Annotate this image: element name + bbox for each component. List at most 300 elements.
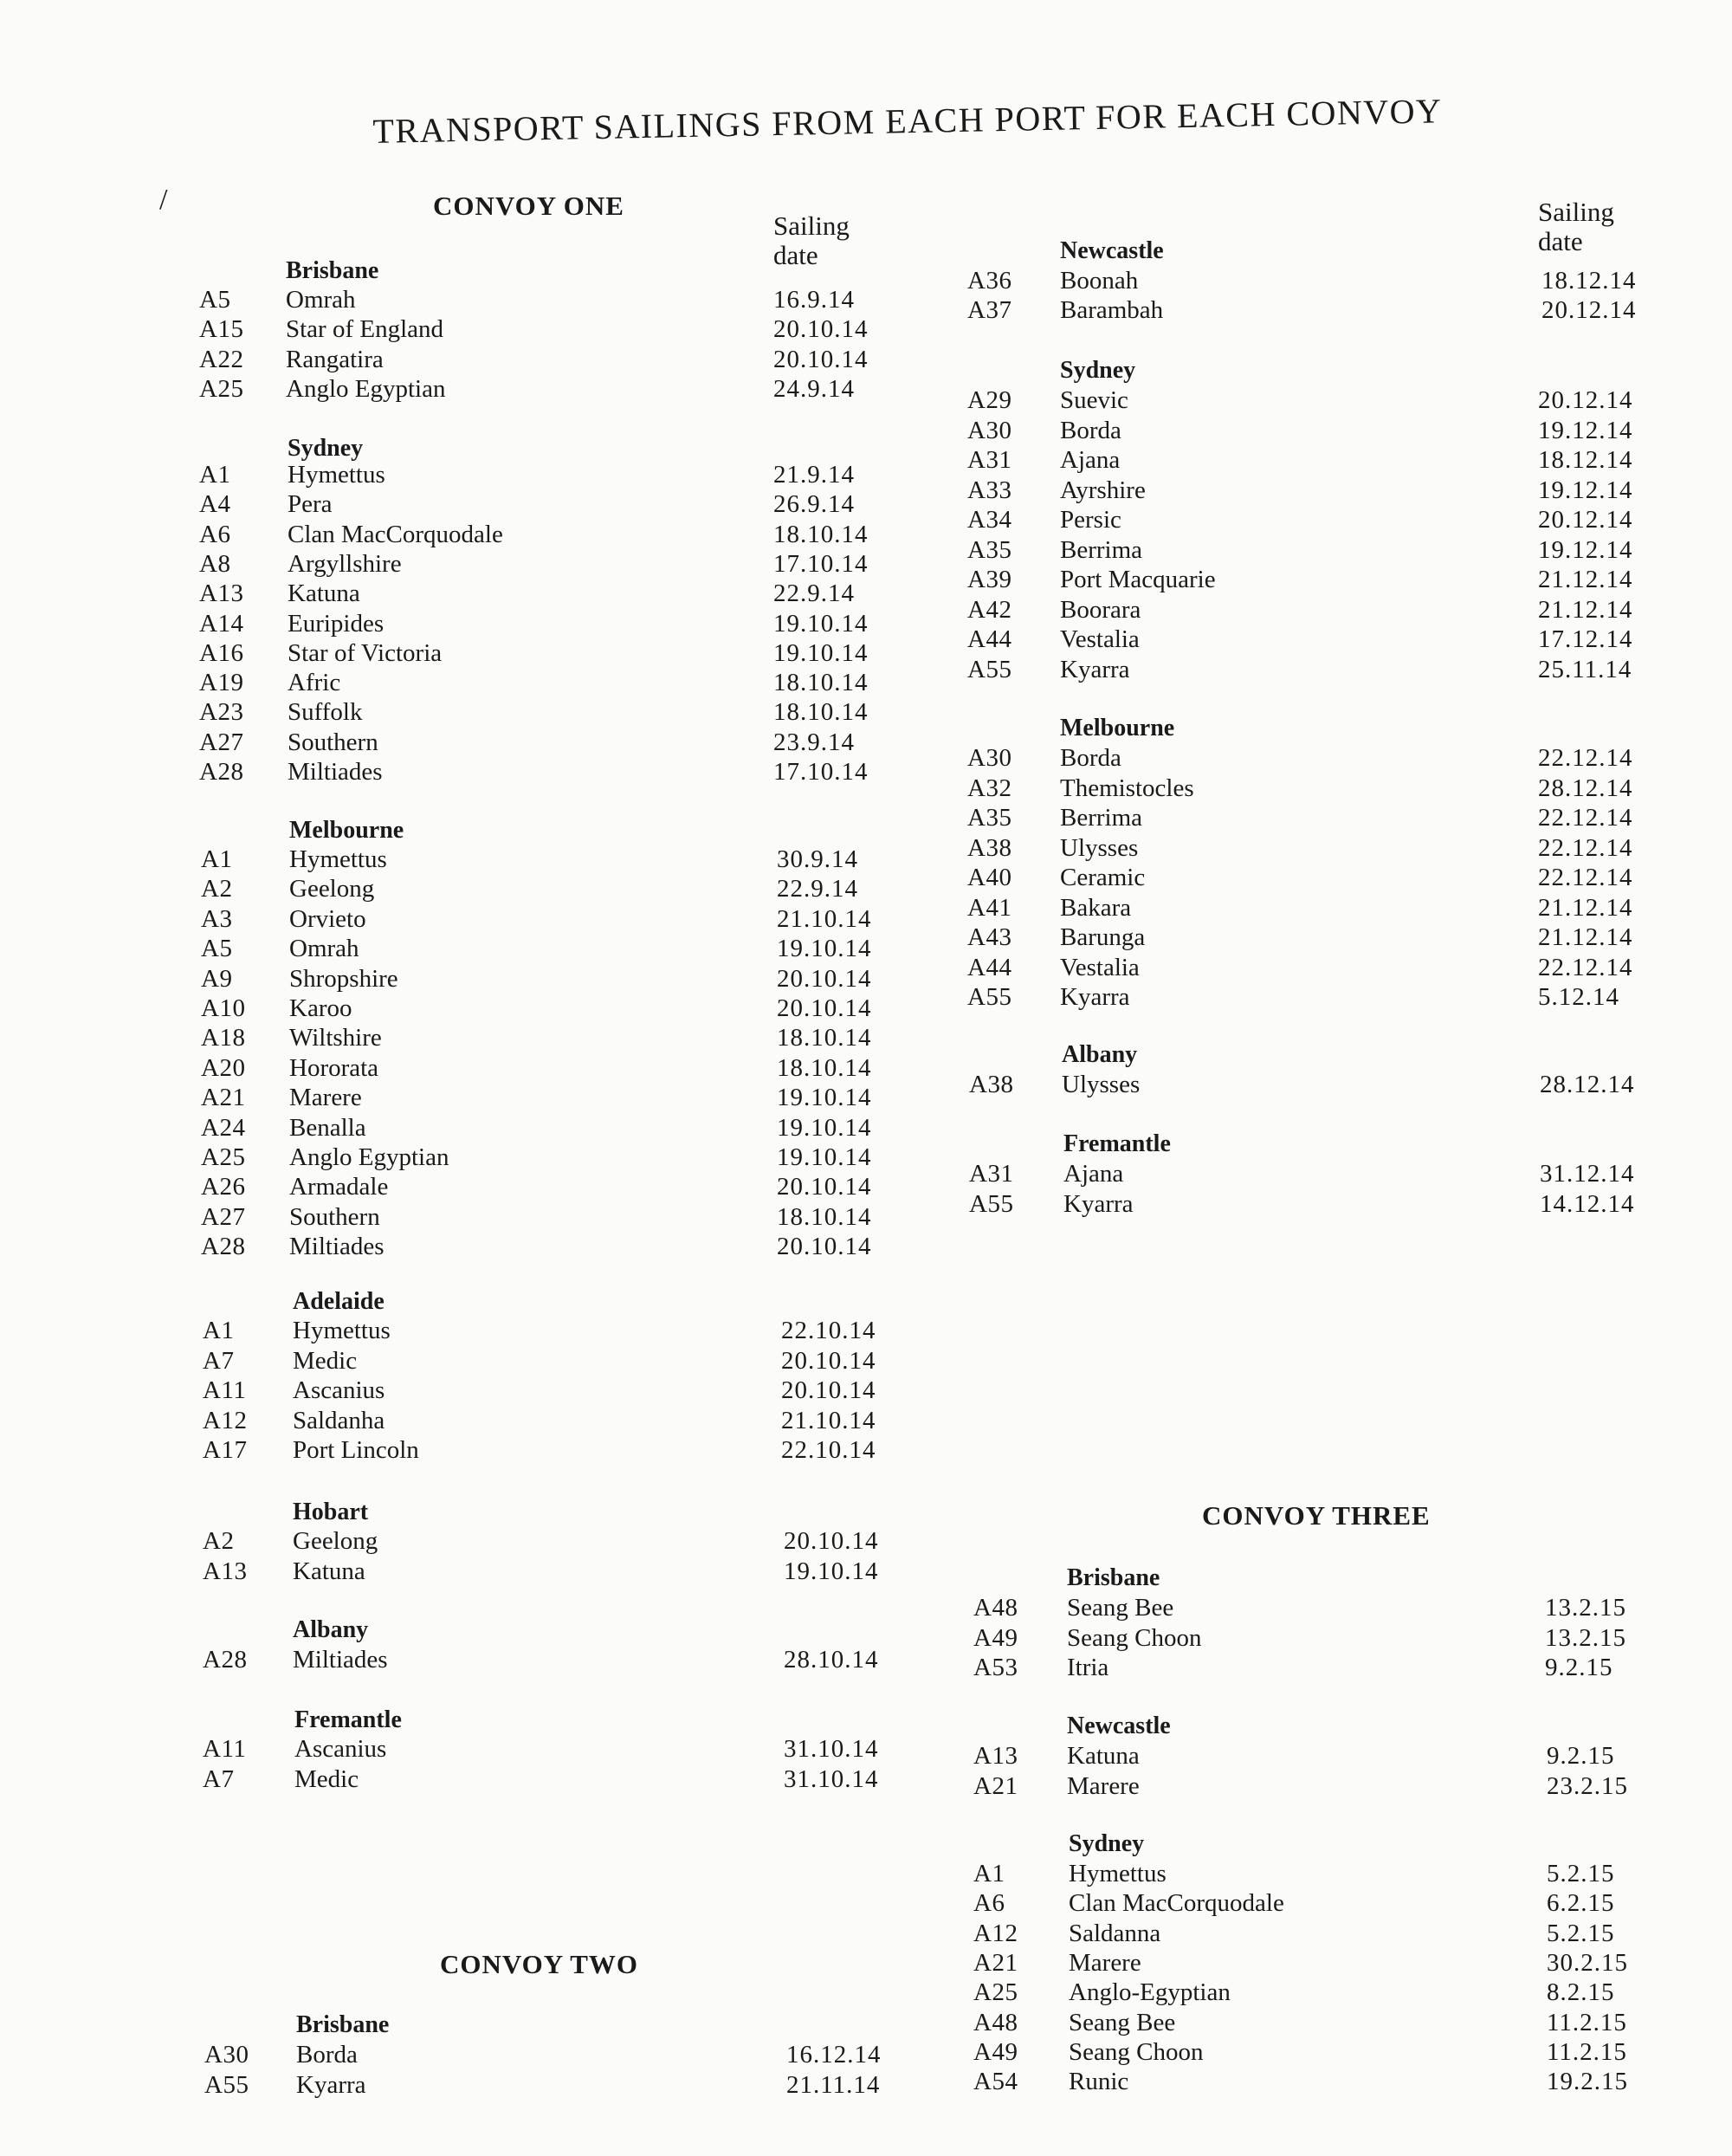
transport-code: A16 bbox=[199, 639, 244, 667]
table-row bbox=[0, 1160, 1723, 1189]
ship-name: Katuna bbox=[293, 1557, 365, 1585]
ship-name: Ulysses bbox=[1060, 834, 1139, 862]
ship-name: Marere bbox=[289, 1084, 362, 1111]
transport-code: A4 bbox=[199, 490, 231, 518]
transport-code: A6 bbox=[973, 1889, 1005, 1917]
transport-code: A1 bbox=[201, 845, 233, 873]
sailing-date: 16.9.14 bbox=[773, 286, 855, 314]
ship-name: Boorara bbox=[1060, 596, 1141, 624]
port-name: Sydney bbox=[1060, 357, 1136, 384]
sailing-date: 16.12.14 bbox=[786, 2041, 882, 2069]
transport-code: A21 bbox=[973, 1949, 1018, 1977]
transport-code: A2 bbox=[201, 875, 233, 903]
transport-code: A6 bbox=[199, 521, 231, 548]
transport-code: A35 bbox=[967, 536, 1012, 564]
sailing-date: 5.12.14 bbox=[1538, 983, 1619, 1011]
sailing-date: 19.10.14 bbox=[777, 1143, 872, 1171]
page-title: TRANSPORT SAILINGS FROM EACH PORT FOR EACH CONVOY bbox=[372, 91, 1443, 151]
transport-code: A12 bbox=[973, 1920, 1018, 1947]
sailing-date: 22.12.14 bbox=[1538, 834, 1633, 862]
table-row bbox=[0, 2009, 1723, 2038]
sailing-date: 21.12.14 bbox=[1538, 596, 1633, 624]
transport-code: A48 bbox=[973, 1594, 1018, 1622]
table-row bbox=[0, 1347, 1723, 1376]
sailing-date: 22.9.14 bbox=[773, 579, 855, 607]
sailing-date: 31.12.14 bbox=[1540, 1160, 1635, 1188]
ship-name: Miltiades bbox=[289, 1233, 385, 1260]
ship-name: Southern bbox=[288, 728, 378, 756]
transport-code: A1 bbox=[199, 461, 231, 489]
margin-tick-mark: / bbox=[159, 184, 168, 216]
ship-name: Katuna bbox=[1067, 1742, 1140, 1770]
table-row bbox=[0, 267, 1723, 296]
sailing-date: 5.2.15 bbox=[1547, 1920, 1615, 1947]
transport-code: A43 bbox=[967, 923, 1012, 951]
ship-name: Seang Choon bbox=[1067, 1624, 1202, 1652]
transport-code: A10 bbox=[201, 994, 246, 1022]
ship-name: Marere bbox=[1069, 1949, 1141, 1977]
port-name: Melbourne bbox=[289, 817, 404, 844]
sailing-date: 17.10.14 bbox=[773, 550, 869, 578]
ship-name: Hymettus bbox=[1069, 1860, 1167, 1887]
ship-name: Ulysses bbox=[1062, 1071, 1141, 1098]
sailing-date: 23.9.14 bbox=[773, 728, 855, 756]
transport-code: A40 bbox=[967, 864, 1012, 891]
transport-code: A7 bbox=[203, 1765, 235, 1793]
port-name: Hobart bbox=[293, 1499, 369, 1525]
transport-code: A44 bbox=[967, 625, 1012, 653]
port-name: Brisbane bbox=[1067, 1564, 1160, 1591]
transport-code: A11 bbox=[203, 1376, 247, 1404]
ship-name: Kyarra bbox=[1060, 983, 1130, 1011]
table-row bbox=[0, 1527, 1723, 1557]
ship-name: Seang Bee bbox=[1067, 1594, 1174, 1622]
sailing-date: 28.10.14 bbox=[784, 1646, 879, 1674]
ship-name: Clan MacCorquodale bbox=[288, 521, 503, 548]
transport-code: A49 bbox=[973, 1624, 1018, 1652]
transport-code: A26 bbox=[201, 1173, 246, 1201]
transport-code: A53 bbox=[973, 1654, 1018, 1681]
sailing-date: 30.9.14 bbox=[777, 845, 858, 873]
port-name: Brisbane bbox=[286, 257, 379, 284]
table-row bbox=[0, 296, 1723, 326]
transport-code: A13 bbox=[199, 579, 244, 607]
table-row bbox=[0, 506, 1723, 535]
ship-name: Shropshire bbox=[289, 965, 398, 993]
transport-code: A27 bbox=[201, 1203, 246, 1231]
transport-code: A23 bbox=[199, 698, 244, 726]
table-row bbox=[0, 864, 1723, 893]
transport-code: A17 bbox=[203, 1436, 248, 1464]
sailing-date: 20.12.14 bbox=[1538, 386, 1633, 414]
ship-name: Omrah bbox=[286, 286, 356, 314]
sailing-date: 17.12.14 bbox=[1538, 625, 1633, 653]
sailing-date: 20.12.14 bbox=[1538, 506, 1633, 534]
ship-name: Boonah bbox=[1060, 267, 1139, 295]
transport-code: A13 bbox=[973, 1742, 1018, 1770]
sailing-date: 21.12.14 bbox=[1538, 894, 1633, 922]
sailing-date: 18.12.14 bbox=[1538, 446, 1633, 474]
table-row bbox=[0, 1317, 1723, 1346]
ship-name: Benalla bbox=[289, 1114, 366, 1142]
ship-name: Borda bbox=[296, 2041, 358, 2069]
sailing-date: 8.2.15 bbox=[1547, 1978, 1615, 2006]
table-row bbox=[0, 2038, 1723, 2068]
table-row bbox=[0, 1114, 1723, 1143]
table-row bbox=[0, 1654, 1723, 1683]
sailing-date-header-right: Sailing date bbox=[1538, 197, 1614, 256]
transport-code: A5 bbox=[201, 935, 233, 962]
table-row bbox=[0, 446, 1723, 476]
transport-code: A49 bbox=[973, 2038, 1018, 2066]
sailing-date: 20.10.14 bbox=[773, 315, 869, 343]
ship-name: Omrah bbox=[289, 935, 359, 962]
transport-code: A48 bbox=[973, 2009, 1018, 2036]
table-row bbox=[0, 1978, 1723, 2008]
table-row bbox=[0, 834, 1723, 864]
transport-code: A7 bbox=[203, 1347, 235, 1375]
transport-code: A28 bbox=[201, 1233, 246, 1260]
ship-name: Anglo-Egyptian bbox=[1069, 1978, 1231, 2006]
transport-code: A12 bbox=[203, 1407, 248, 1434]
transport-code: A32 bbox=[967, 774, 1012, 802]
transport-code: A36 bbox=[967, 267, 1012, 295]
transport-code: A30 bbox=[204, 2041, 249, 2069]
sailing-date: 21.12.14 bbox=[1538, 566, 1633, 593]
sailing-date: 11.2.15 bbox=[1547, 2009, 1627, 2036]
ship-name: Suevic bbox=[1060, 386, 1128, 414]
transport-code: A37 bbox=[967, 296, 1012, 324]
transport-code: A41 bbox=[967, 894, 1012, 922]
ship-name: Hymettus bbox=[288, 461, 385, 489]
sailing-date: 22.10.14 bbox=[781, 1436, 876, 1464]
port-name: Melbourne bbox=[1060, 715, 1175, 741]
transport-code: A55 bbox=[969, 1190, 1014, 1218]
table-row bbox=[0, 983, 1723, 1013]
sailing-date: 21.10.14 bbox=[781, 1407, 876, 1434]
sailing-date: 22.12.14 bbox=[1538, 954, 1633, 981]
sailing-date: 21.11.14 bbox=[786, 2071, 881, 2099]
ship-name: Armadale bbox=[289, 1173, 389, 1201]
transport-code: A9 bbox=[201, 965, 233, 993]
table-row bbox=[0, 1557, 1723, 1587]
transport-code: A1 bbox=[203, 1317, 235, 1344]
ship-name: Medic bbox=[293, 1347, 358, 1375]
ship-name: Themistocles bbox=[1060, 774, 1194, 802]
transport-code: A44 bbox=[967, 954, 1012, 981]
port-name: Fremantle bbox=[294, 1706, 402, 1733]
table-row bbox=[0, 954, 1723, 983]
ship-name: Geelong bbox=[289, 875, 375, 903]
ship-name: Ajana bbox=[1063, 1160, 1124, 1188]
ship-name: Kyarra bbox=[1063, 1190, 1134, 1218]
sailing-date: 20.10.14 bbox=[777, 1233, 872, 1260]
transport-code: A25 bbox=[973, 1978, 1018, 2006]
sailing-date: 18.10.14 bbox=[777, 1024, 872, 1052]
table-row bbox=[0, 1024, 1723, 1053]
sailing-date: 31.10.14 bbox=[784, 1735, 879, 1763]
sailing-date: 20.10.14 bbox=[777, 1173, 872, 1201]
table-row bbox=[0, 625, 1723, 655]
ship-name: Miltiades bbox=[288, 758, 383, 786]
sailing-date: 18.10.14 bbox=[773, 521, 869, 548]
sailing-date: 18.10.14 bbox=[773, 669, 869, 696]
port-name: Brisbane bbox=[296, 2011, 390, 2038]
transport-code: A21 bbox=[201, 1084, 246, 1111]
ship-name: Miltiades bbox=[293, 1646, 388, 1674]
sailing-date: 22.9.14 bbox=[777, 875, 858, 903]
ship-name: Saldanna bbox=[1069, 1920, 1161, 1947]
ship-name: Anglo Egyptian bbox=[289, 1143, 449, 1171]
ship-name: Port Macquarie bbox=[1060, 566, 1216, 593]
ship-name: Suffolk bbox=[288, 698, 363, 726]
transport-code: A27 bbox=[199, 728, 244, 756]
transport-code: A31 bbox=[969, 1160, 1014, 1188]
ship-name: Marere bbox=[1067, 1772, 1140, 1800]
ship-name: Afric bbox=[288, 669, 341, 696]
transport-code: A20 bbox=[201, 1054, 246, 1082]
transport-code: A55 bbox=[967, 656, 1012, 683]
sailing-date: 18.10.14 bbox=[777, 1203, 872, 1231]
table-row bbox=[0, 2068, 1723, 2097]
table-row bbox=[0, 744, 1723, 774]
sailing-date: 13.2.15 bbox=[1545, 1594, 1626, 1622]
transport-code: A8 bbox=[199, 550, 231, 578]
ship-name: Euripides bbox=[288, 610, 385, 638]
ship-name: Ajana bbox=[1060, 446, 1121, 474]
sailing-date: 5.2.15 bbox=[1547, 1860, 1615, 1887]
transport-code: A55 bbox=[204, 2071, 249, 2099]
sailing-date: 19.12.14 bbox=[1538, 536, 1633, 564]
table-row bbox=[0, 1436, 1723, 1466]
ship-name: Star of England bbox=[286, 315, 444, 343]
ship-name: Seang Bee bbox=[1069, 2009, 1176, 2036]
port-name: Albany bbox=[1062, 1041, 1138, 1068]
port-name: Sydney bbox=[1069, 1830, 1145, 1857]
transport-code: A33 bbox=[967, 476, 1012, 504]
sailing-date: 19.10.14 bbox=[777, 935, 872, 962]
table-row bbox=[0, 1376, 1723, 1406]
transport-code: A38 bbox=[967, 834, 1012, 862]
table-row bbox=[0, 386, 1723, 416]
table-row bbox=[0, 1071, 1723, 1100]
sailing-date: 17.10.14 bbox=[773, 758, 869, 786]
ship-name: Rangatira bbox=[286, 346, 384, 373]
ship-name: Southern bbox=[289, 1203, 380, 1231]
table-row bbox=[0, 1920, 1723, 1949]
transport-code: A13 bbox=[203, 1557, 248, 1585]
sailing-date: 21.9.14 bbox=[773, 461, 855, 489]
transport-code: A14 bbox=[199, 610, 244, 638]
sailing-date: 9.2.15 bbox=[1545, 1654, 1613, 1681]
ship-name: Borda bbox=[1060, 417, 1121, 444]
ship-name: Argyllshire bbox=[288, 550, 402, 578]
sailing-date: 19.10.14 bbox=[773, 639, 869, 667]
sailing-date: 20.10.14 bbox=[773, 346, 869, 373]
ship-name: Bakara bbox=[1060, 894, 1132, 922]
transport-code: A38 bbox=[969, 1071, 1014, 1098]
transport-code: A35 bbox=[967, 804, 1012, 832]
ship-name: Saldanha bbox=[293, 1407, 385, 1434]
ship-name: Pera bbox=[288, 490, 333, 518]
ship-name: Vestalia bbox=[1060, 954, 1140, 981]
ship-name: Kyarra bbox=[1060, 656, 1130, 683]
sailing-date: 18.12.14 bbox=[1541, 267, 1637, 295]
sailing-date: 28.12.14 bbox=[1538, 774, 1633, 802]
ship-name: Borda bbox=[1060, 744, 1121, 772]
port-name: Newcastle bbox=[1067, 1712, 1171, 1739]
table-row bbox=[0, 1233, 1723, 1262]
table-row bbox=[0, 804, 1723, 833]
table-row bbox=[0, 1624, 1723, 1654]
table-row bbox=[0, 1772, 1723, 1802]
transport-code: A30 bbox=[967, 417, 1012, 444]
ship-name: Hymettus bbox=[289, 845, 387, 873]
sailing-date: 18.10.14 bbox=[773, 698, 869, 726]
ship-name: Katuna bbox=[288, 579, 360, 607]
transport-code: A1 bbox=[973, 1860, 1005, 1887]
ship-name: Clan MacCorquodale bbox=[1069, 1889, 1284, 1917]
ship-name: Anglo Egyptian bbox=[286, 375, 446, 403]
table-row bbox=[0, 1594, 1723, 1623]
ship-name: Ceramic bbox=[1060, 864, 1146, 891]
ship-name: Barunga bbox=[1060, 923, 1146, 951]
sailing-date: 31.10.14 bbox=[784, 1765, 879, 1793]
ship-name: Orvieto bbox=[289, 905, 366, 933]
transport-code: A31 bbox=[967, 446, 1012, 474]
ship-name: Kyarra bbox=[296, 2071, 366, 2099]
transport-code: A25 bbox=[199, 375, 244, 403]
transport-code: A39 bbox=[967, 566, 1012, 593]
table-row bbox=[0, 894, 1723, 923]
sailing-date: 28.12.14 bbox=[1540, 1071, 1635, 1098]
sailing-date: 9.2.15 bbox=[1547, 1742, 1615, 1770]
sailing-date: 21.12.14 bbox=[1538, 923, 1633, 951]
sailing-date: 20.10.14 bbox=[777, 994, 872, 1022]
table-row bbox=[0, 1860, 1723, 1889]
port-name: Fremantle bbox=[1063, 1130, 1171, 1157]
sailing-date: 19.12.14 bbox=[1538, 417, 1633, 444]
transport-code: A24 bbox=[201, 1114, 246, 1142]
ship-name: Berrima bbox=[1060, 804, 1143, 832]
sailing-date: 22.12.14 bbox=[1538, 804, 1633, 832]
table-row bbox=[0, 596, 1723, 625]
sailing-date: 19.10.14 bbox=[777, 1114, 872, 1142]
sailing-date: 20.10.14 bbox=[777, 965, 872, 993]
ship-name: Star of Victoria bbox=[288, 639, 443, 667]
ship-name: Barambah bbox=[1060, 296, 1164, 324]
ship-name: Karoo bbox=[289, 994, 352, 1022]
sailing-date: 19.12.14 bbox=[1538, 476, 1633, 504]
sailing-date: 19.2.15 bbox=[1547, 2068, 1628, 2095]
ship-name: Ascanius bbox=[293, 1376, 385, 1404]
port-name: Adelaide bbox=[293, 1288, 385, 1315]
table-row bbox=[0, 774, 1723, 804]
sailing-date: 19.10.14 bbox=[773, 610, 869, 638]
sailing-date: 11.2.15 bbox=[1547, 2038, 1627, 2066]
sailing-date: 22.12.14 bbox=[1538, 744, 1633, 772]
convoy-two-heading: CONVOY TWO bbox=[440, 1949, 638, 1979]
transport-code: A3 bbox=[201, 905, 233, 933]
sailing-date: 21.10.14 bbox=[777, 905, 872, 933]
transport-code: A54 bbox=[973, 2068, 1018, 2095]
port-name: Sydney bbox=[288, 435, 364, 462]
ship-name: Itria bbox=[1067, 1654, 1109, 1681]
sailing-date: 20.10.14 bbox=[784, 1527, 879, 1555]
transport-code: A55 bbox=[967, 983, 1012, 1011]
transport-code: A29 bbox=[967, 386, 1012, 414]
transport-code: A28 bbox=[203, 1646, 248, 1674]
ship-name: Wiltshire bbox=[289, 1024, 382, 1052]
transport-code: A21 bbox=[973, 1772, 1018, 1800]
ship-name: Ayrshire bbox=[1060, 476, 1146, 504]
sailing-date: 25.11.14 bbox=[1538, 656, 1632, 683]
ship-name: Seang Choon bbox=[1069, 2038, 1204, 2066]
sailing-date: 26.9.14 bbox=[773, 490, 855, 518]
table-row bbox=[0, 1949, 1723, 1978]
ship-name: Hororata bbox=[289, 1054, 379, 1082]
sailing-date: 20.10.14 bbox=[781, 1376, 876, 1404]
ship-name: Persic bbox=[1060, 506, 1121, 534]
ship-name: Hymettus bbox=[293, 1317, 391, 1344]
sailing-date: 18.10.14 bbox=[777, 1054, 872, 1082]
transport-code: A15 bbox=[199, 315, 244, 343]
table-row bbox=[0, 536, 1723, 566]
transport-code: A18 bbox=[201, 1024, 246, 1052]
transport-code: A30 bbox=[967, 744, 1012, 772]
table-row bbox=[0, 1190, 1723, 1220]
table-row bbox=[0, 417, 1723, 446]
table-row bbox=[0, 656, 1723, 685]
ship-name: Medic bbox=[294, 1765, 359, 1793]
transport-code: A22 bbox=[199, 346, 244, 373]
ship-name: Ascanius bbox=[294, 1735, 387, 1763]
table-row bbox=[0, 1889, 1723, 1919]
table-row bbox=[0, 1407, 1723, 1436]
convoy-one-heading: CONVOY ONE bbox=[433, 191, 624, 221]
table-row bbox=[0, 1742, 1723, 1771]
transport-code: A25 bbox=[201, 1143, 246, 1171]
ship-name: Geelong bbox=[293, 1527, 378, 1555]
sailing-date: 13.2.15 bbox=[1545, 1624, 1626, 1652]
table-row bbox=[0, 923, 1723, 953]
sailing-date: 22.10.14 bbox=[781, 1317, 876, 1344]
sailing-date: 19.10.14 bbox=[784, 1557, 879, 1585]
sailing-date: 20.12.14 bbox=[1541, 296, 1637, 324]
ship-name: Berrima bbox=[1060, 536, 1143, 564]
ship-name: Port Lincoln bbox=[293, 1436, 419, 1464]
sailing-date-header-left: Sailing date bbox=[773, 210, 850, 270]
sailing-date: 24.9.14 bbox=[773, 375, 855, 403]
sailing-date: 20.10.14 bbox=[781, 1347, 876, 1375]
transport-code: A5 bbox=[199, 286, 231, 314]
transport-code: A19 bbox=[199, 669, 244, 696]
convoy-three-heading: CONVOY THREE bbox=[1202, 1500, 1431, 1531]
sailing-date: 6.2.15 bbox=[1547, 1889, 1615, 1917]
ship-name: Runic bbox=[1069, 2068, 1129, 2095]
sailing-date: 23.2.15 bbox=[1547, 1772, 1628, 1800]
sailing-date: 30.2.15 bbox=[1547, 1949, 1628, 1977]
table-row bbox=[0, 566, 1723, 595]
transport-code: A28 bbox=[199, 758, 244, 786]
sailing-date: 14.12.14 bbox=[1540, 1190, 1635, 1218]
sailing-date: 22.12.14 bbox=[1538, 864, 1633, 891]
port-name: Newcastle bbox=[1060, 237, 1164, 264]
table-row bbox=[0, 476, 1723, 506]
transport-code: A2 bbox=[203, 1527, 235, 1555]
table-row bbox=[0, 698, 1723, 728]
port-name: Albany bbox=[293, 1616, 369, 1643]
